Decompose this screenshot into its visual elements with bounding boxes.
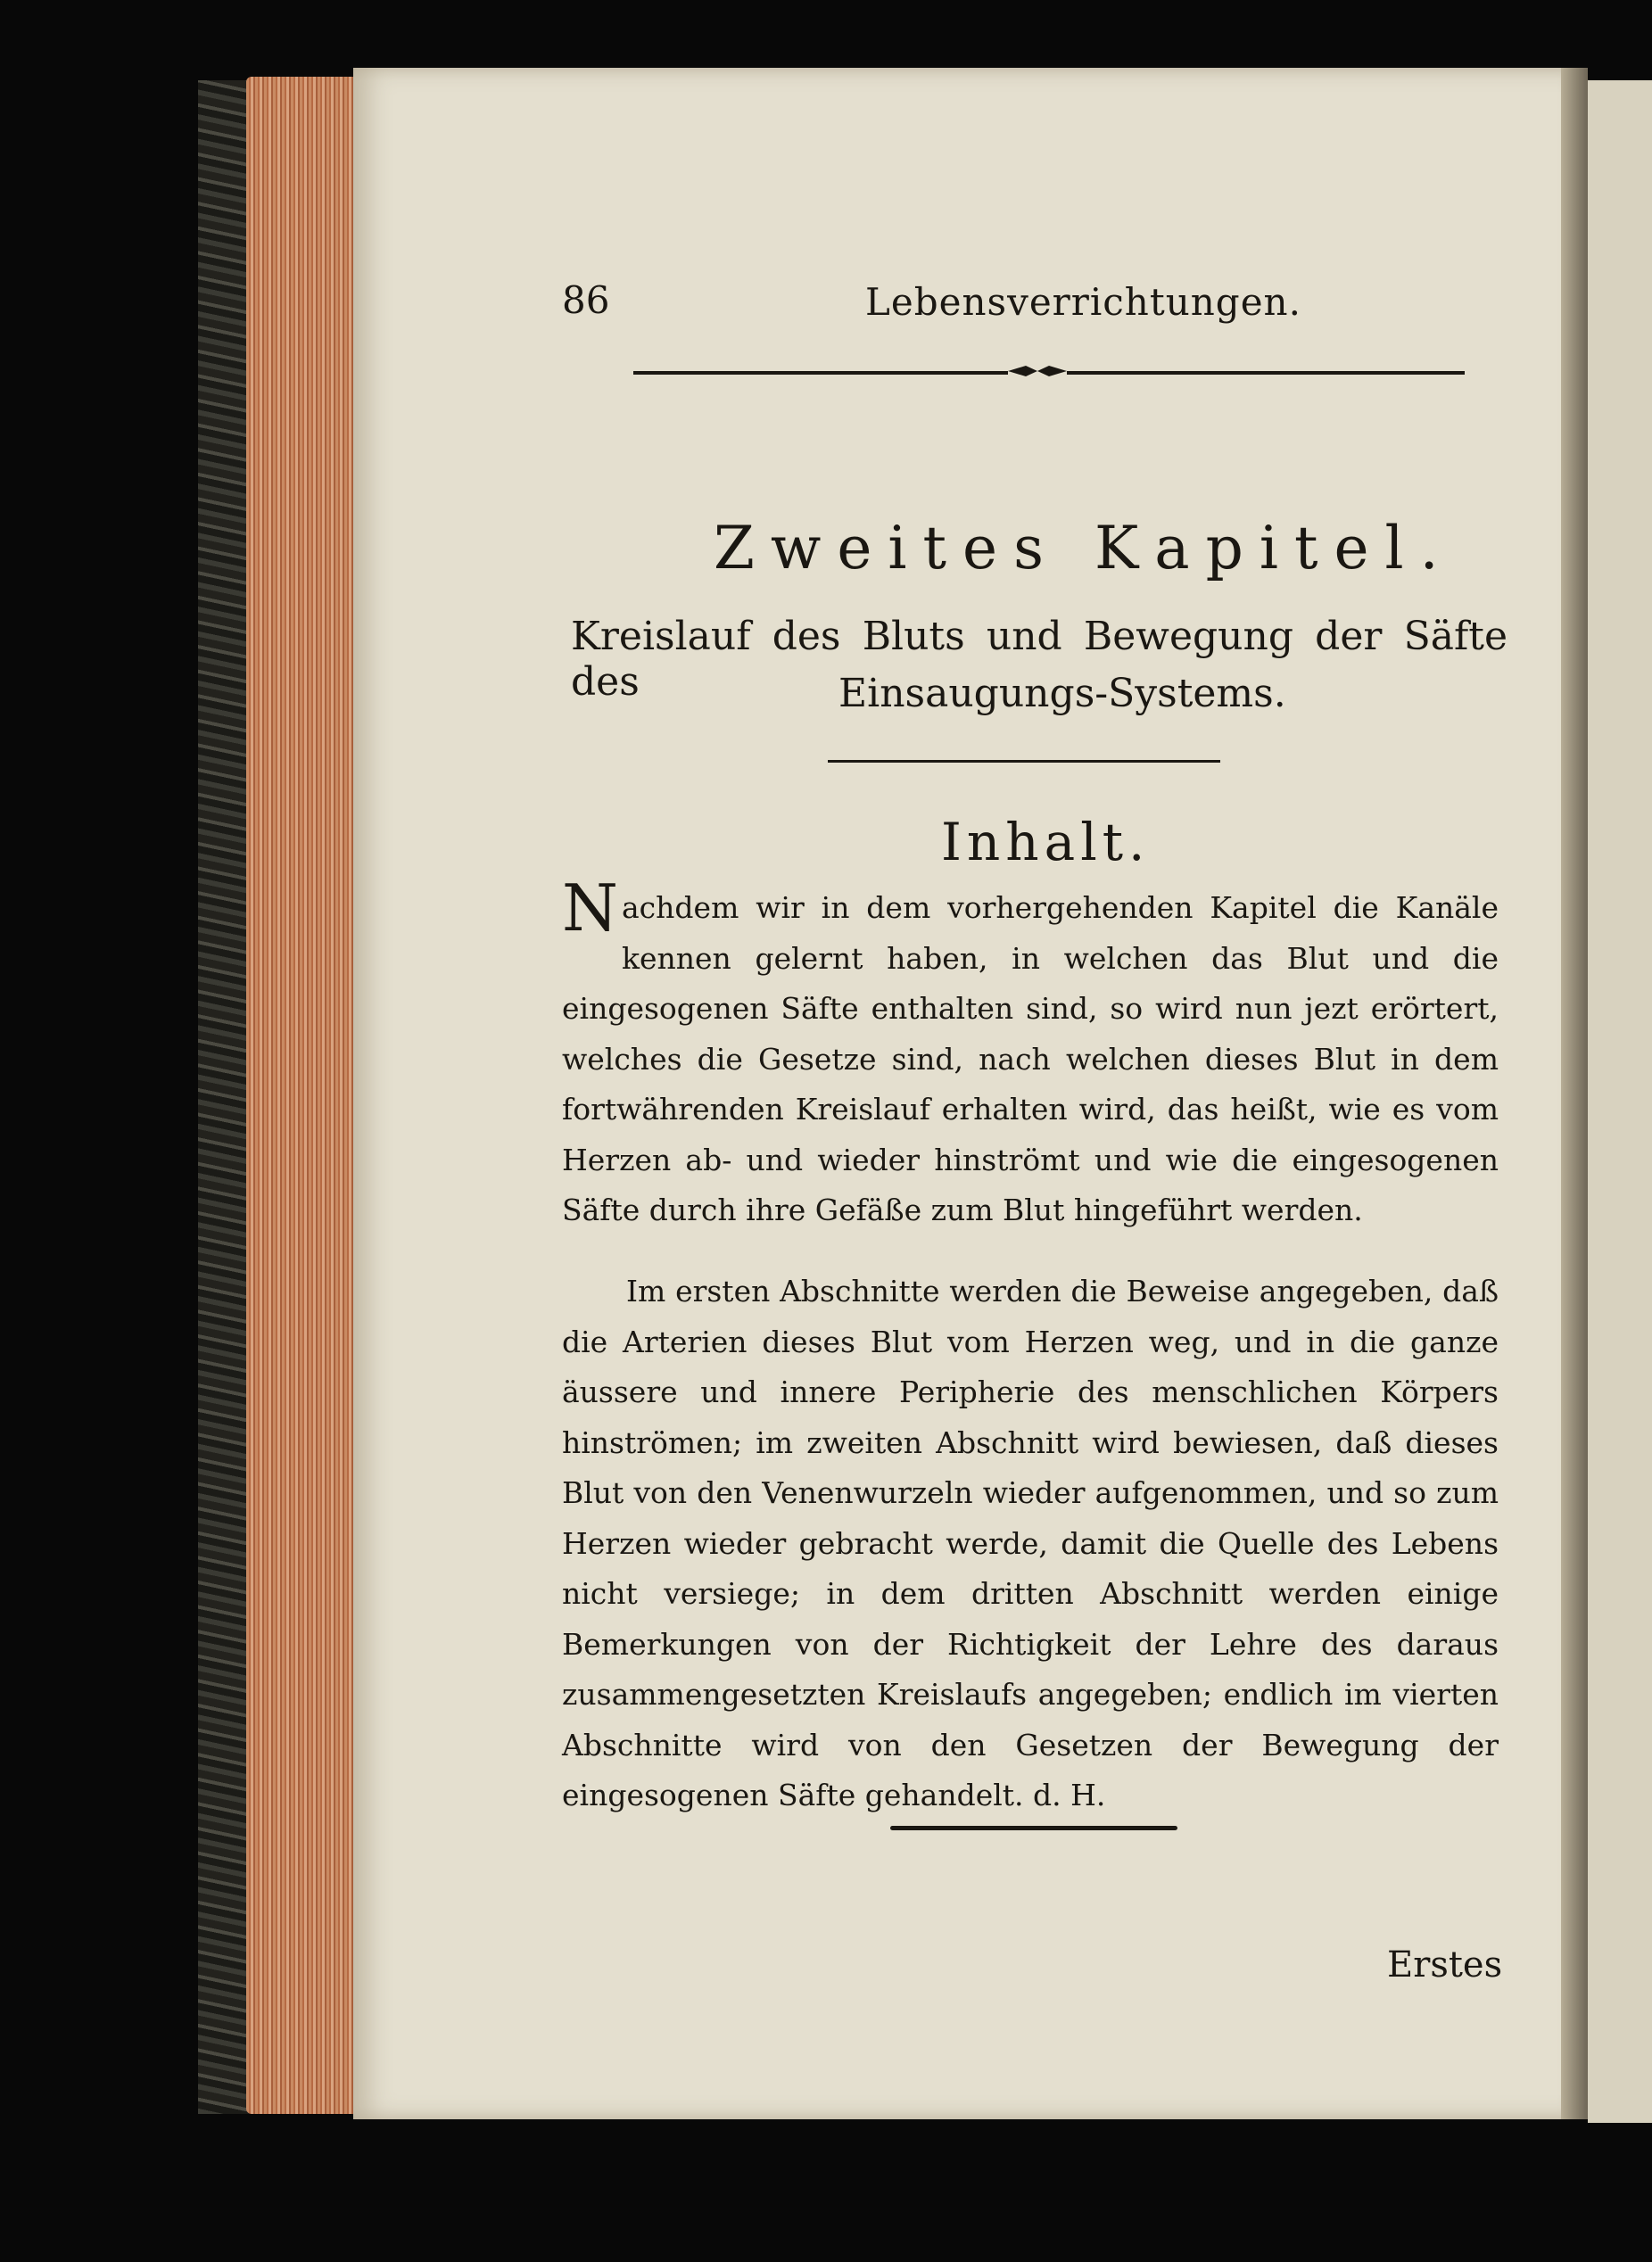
contents-paragraph-2: Im ersten Abschnitte werden die Beweise angegeben, daß die Arterien dieses Blut vom Herzen weg, und in die ganze äussere und innere Peripherie des menschlichen Körpers hinströmen; im zweiten Abschnitt wird bewiesen, daß dieses Blut von den Venenwurzeln wieder aufgenommen, und so zum Herzen wieder gebracht werde, damit die Quelle des Lebens nicht versiege; in dem dritten Abschnitt werden einige Bemerkungen von der Richtigkeit der Lehre des daraus zusammengesetzten Kreislaufs angegeben; endlich im vierten Abschnitte wird von den Gesetzen der Bewegung der eingesogenen Säfte gehandelt. d. H. xyxy=(562,1274,1499,1812)
header-rule-left xyxy=(633,371,1008,375)
subtitle-divider xyxy=(828,760,1220,763)
chapter-subtitle-line2: Einsaugungs-Systems. xyxy=(838,671,1286,716)
book-cover-edge xyxy=(198,80,250,2114)
chapter-title: Zweites Kapitel. xyxy=(714,514,1455,582)
contents-paragraph-1: Nachdem wir in dem vorhergehenden Kapitel die Kanäle kennen gelernt haben, in welchen das Blut und die eingesogenen Säfte enthalten sind, so wird nun jezt erörtert, welches die Gesetze sind, nach welchen dieses Blut in dem fortwährenden Kreislauf erhalten wird, das heißt, wie es vom Herzen ab- und wieder hinströmt und wie die eingesogenen Säfte durch ihre Gefäße zum Blut hingeführt werden. xyxy=(562,871,1499,1227)
page-edges xyxy=(246,77,357,2114)
contents-heading: Inhalt. xyxy=(941,812,1151,872)
end-divider xyxy=(890,1826,1177,1830)
gutter-shadow xyxy=(1561,68,1588,2119)
chapter-subtitle-line1: Kreislauf des Bluts und Bewegung der Säfte des xyxy=(571,614,1507,705)
header-rule-right xyxy=(1067,371,1465,375)
facing-page-edge xyxy=(1588,80,1652,2123)
running-head: Lebensverrichtungen. xyxy=(865,280,1301,324)
header-ornament-icon xyxy=(1008,364,1067,378)
page-number: 86 xyxy=(562,278,610,322)
catchword: Erstes xyxy=(1387,1944,1503,1985)
